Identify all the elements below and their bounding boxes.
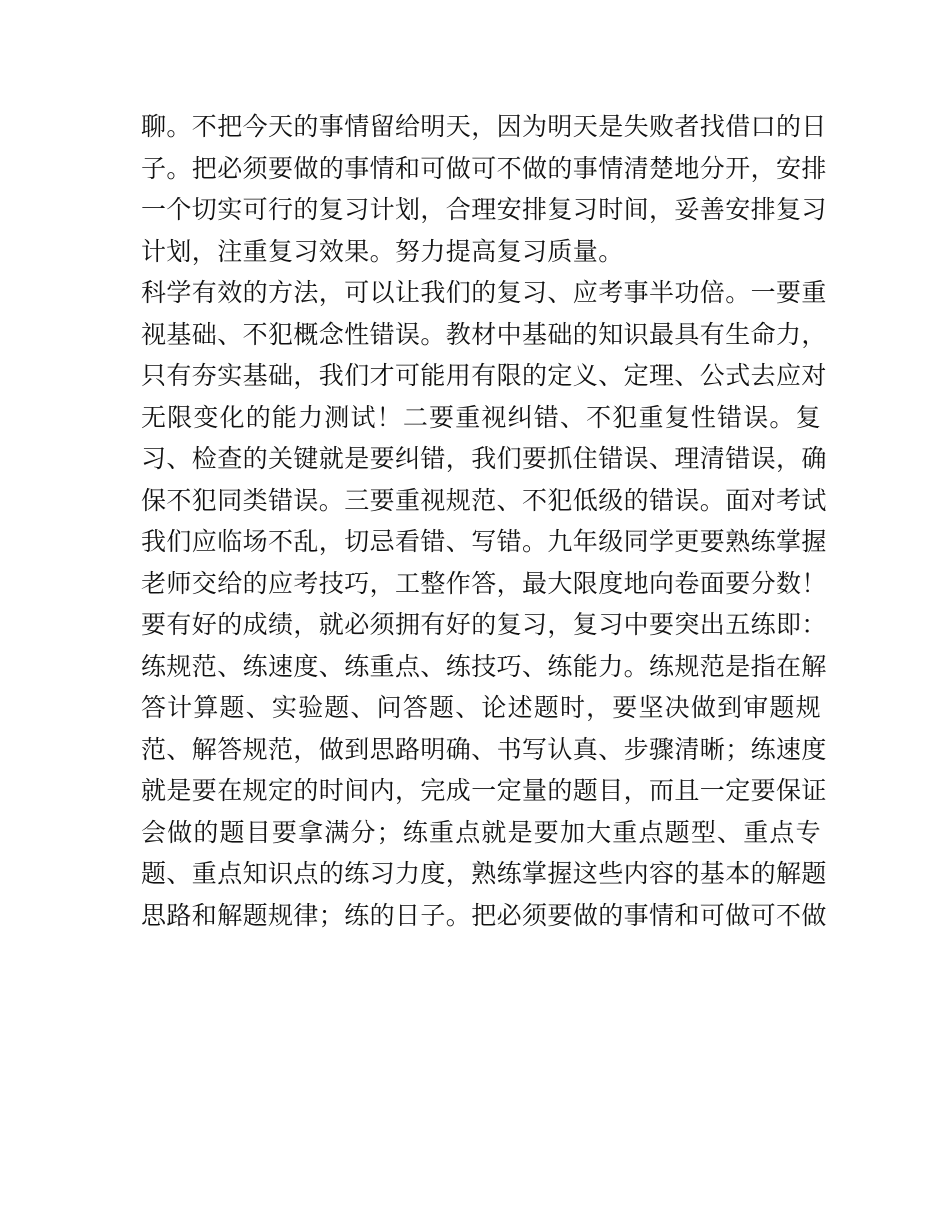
text-line-3: 一个切实可行的复习计划，合理安排复习时间，妥善安排复习 (141, 195, 827, 224)
text-line-9: 习、检查的关键就是要纠错，我们要抓住错误、理清错误，确 (141, 444, 827, 473)
text-line-6: 视基础、不犯概念性错误。教材中基础的知识最具有生命力， (141, 319, 827, 349)
text-line-14: 练规范、练速度、练重点、练技巧、练能力。练规范是指在解 (141, 651, 827, 681)
text-line-2: 子。把必须要做的事情和可做可不做的事情清楚地分开，安排 (141, 153, 827, 183)
text-line-20: 思路和解题规律；练的日子。把必须要做的事情和可做可不做 (141, 900, 827, 930)
text-line-18: 会做的题目要拿满分；练重点就是要加大重点题型、重点专 (141, 817, 821, 847)
text-line-10: 保不犯同类错误。三要重视规范、不犯低级的错误。面对考试 (141, 485, 827, 515)
text-line-13: 要有好的成绩，就必须拥有好的复习，复习中要突出五练即： (141, 610, 827, 639)
text-line-16: 范、解答规范，做到思路明确、书写认真、步骤清晰；练速度 (141, 734, 827, 764)
text-line-12: 老师交给的应考技巧，工整作答，最大限度地向卷面要分数！ (141, 568, 827, 598)
body-text (141, 106, 827, 936)
text-line-11: 我们应临场不乱，切忌看错、写错。九年级同学更要熟练掌握 (141, 527, 827, 556)
text-line-15: 答计算题、实验题、问答题、论述题时，要坚决做到审题规 (141, 693, 821, 722)
text-line-1: 聊。不把今天的事情留给明天，因为明天是失败者找借口的日 (141, 112, 827, 141)
text-line-19: 题、重点知识点的练习力度，熟练掌握这些内容的基本的解题 (141, 859, 827, 888)
text-line-8: 无限变化的能力测试！二要重视纠错、不犯重复性错误。复 (141, 402, 821, 432)
text-line-7: 只有夯实基础，我们才可能用有限的定义、定理、公式去应对 (141, 361, 827, 390)
text-line-4: 计划，注重复习效果。努力提高复习质量。 (141, 236, 624, 266)
text-line-17: 就是要在规定的时间内，完成一定量的题目，而且一定要保证 (141, 776, 827, 805)
text-line-5: 科学有效的方法，可以让我们的复习、应考事半功倍。一要重 (141, 278, 827, 307)
